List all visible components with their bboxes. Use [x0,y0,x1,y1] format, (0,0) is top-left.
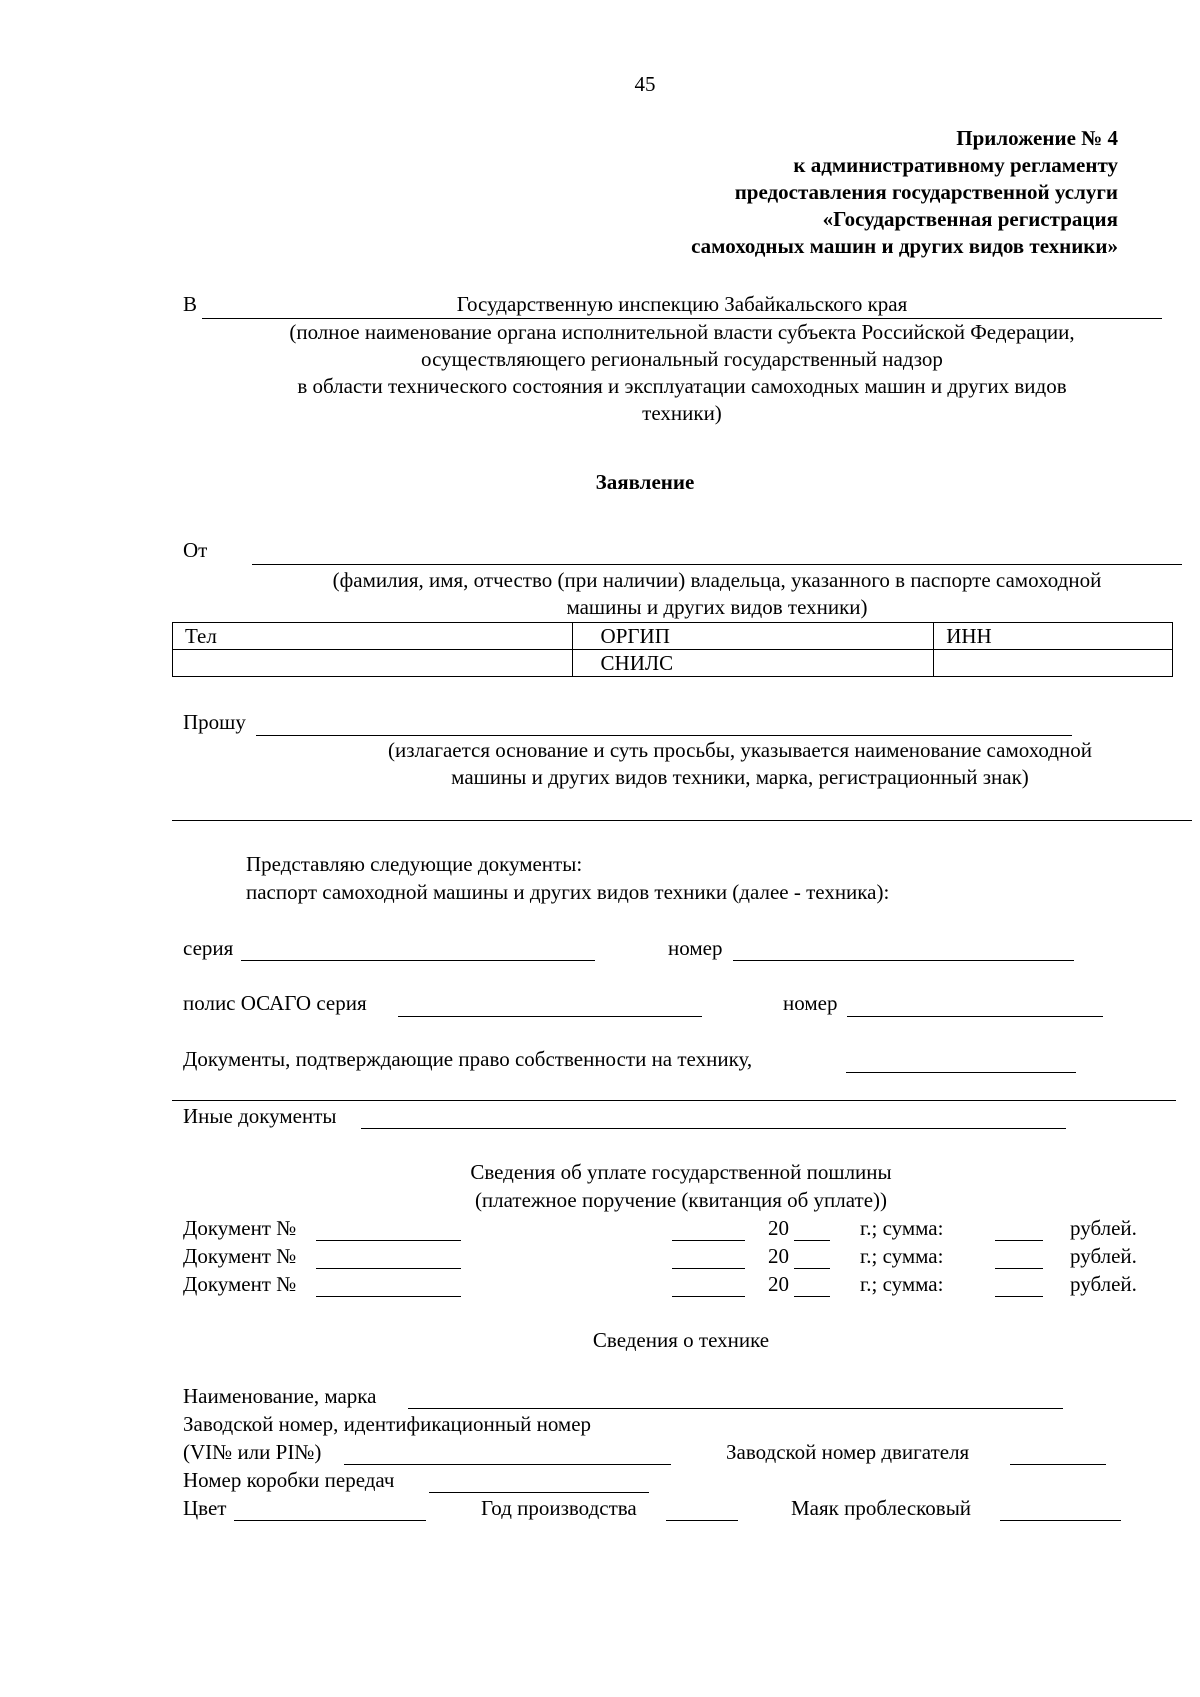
number-line[interactable] [733,960,1074,961]
payment-sum-line[interactable] [995,1296,1043,1297]
engine-number-label: Заводской номер двигателя [726,1440,970,1464]
request-hint-1: (излагается основание и суть просьбы, указывается наименование самоходной [388,738,1092,762]
payment-doc-label: Документ № [183,1216,297,1240]
payment-heading: Сведения об уплате государственной пошлины [470,1160,892,1184]
gearbox-number-label: Номер коробки передач [183,1468,395,1492]
ownership-label: Документы, подтверждающие право собственности на технику, [183,1047,753,1071]
other-documents-line[interactable] [361,1128,1066,1129]
phone-cell[interactable]: Тел [173,623,573,650]
inn-cell[interactable]: ИНН [934,623,1173,650]
addressee-hint-1: (полное наименование органа исполнительной власти субъекта Российской Федерации, [289,320,1075,344]
gearbox-number-line[interactable] [429,1492,649,1493]
appendix-line-4: «Государственная регистрация [822,207,1118,231]
payment-currency: рублей. [1070,1216,1137,1240]
beacon-line[interactable] [1000,1520,1121,1521]
payment-year-line[interactable] [794,1240,830,1241]
color-line[interactable] [234,1520,426,1521]
addressee-line [202,318,1162,319]
from-hint-1: (фамилия, имя, отчество (при наличии) владельца, указанного в паспорте самоходной [332,568,1102,592]
vehicle-name-label: Наименование, марка [183,1384,377,1408]
table-row [173,650,1173,677]
vehicle-heading: Сведения о технике [592,1328,770,1352]
payment-day-line[interactable] [672,1296,745,1297]
contacts-table [172,622,1173,677]
color-label: Цвет [183,1496,227,1520]
documents-intro: Представляю следующие документы: [246,852,583,876]
vehicle-vin-line[interactable] [344,1464,671,1465]
payment-sum-label: г.; сумма: [860,1272,944,1296]
addressee-hint-4: техники) [642,401,722,425]
passport-label: паспорт самоходной машины и других видов техники (далее - техника): [246,880,890,904]
appendix-line-5: самоходных машин и других видов техники» [691,234,1118,258]
payment-sum-line[interactable] [995,1268,1043,1269]
other-documents-label: Иные документы [183,1104,337,1128]
beacon-label: Маяк проблесковый [791,1496,972,1520]
osago-series-line[interactable] [398,1016,702,1017]
osago-series-label: полис ОСАГО серия [183,991,367,1015]
payment-doc-label: Документ № [183,1244,297,1268]
appendix-line-1: Приложение № 4 [956,126,1118,150]
payment-year-label: 20 [768,1272,789,1296]
payment-day-line[interactable] [672,1268,745,1269]
payment-doc-line[interactable] [316,1268,461,1269]
payment-currency: рублей. [1070,1272,1137,1296]
document-title: Заявление [595,470,695,494]
payment-doc-label: Документ № [183,1272,297,1296]
payment-year-label: 20 [768,1216,789,1240]
from-line[interactable] [252,564,1182,565]
ownership-line-2[interactable] [172,1100,1176,1101]
phone-value-cell[interactable] [173,650,573,677]
addressee-value: Государственную инспекцию Забайкальского края [456,292,908,316]
payment-sum-line[interactable] [995,1240,1043,1241]
snils-cell[interactable]: СНИЛС [572,650,934,677]
osago-number-line[interactable] [847,1016,1103,1017]
year-label: Год производства [481,1496,637,1520]
addressee-hint-3: в области технического состояния и эксплуатации самоходных машин и других видов [297,374,1067,398]
payment-sum-label: г.; сумма: [860,1244,944,1268]
payment-currency: рублей. [1070,1244,1137,1268]
payment-doc-line[interactable] [316,1296,461,1297]
number-label: номер [668,936,723,960]
orgip-cell[interactable]: ОРГИП [572,623,934,650]
page-number: 45 [634,72,656,96]
request-hint-2: машины и других видов техники, марка, регистрационный знак) [451,765,1029,789]
ownership-line[interactable] [846,1072,1076,1073]
payment-doc-line[interactable] [316,1240,461,1241]
addressee-hint-2: осуществляющего региональный государственный надзор [421,347,943,371]
appendix-line-3: предоставления государственной услуги [734,180,1118,204]
vehicle-serial-label: Заводской номер, идентификационный номер [183,1412,592,1436]
vehicle-vin-label: (VI№ или PI№) [183,1440,322,1464]
payment-year-line[interactable] [794,1268,830,1269]
request-line[interactable] [256,735,1072,736]
inn-value-cell[interactable] [934,650,1173,677]
from-label: От [183,538,208,562]
payment-subheading: (платежное поручение (квитанция об уплате)) [474,1188,888,1212]
year-line[interactable] [666,1520,738,1521]
from-hint-2: машины и других видов техники) [566,595,868,619]
payment-year-label: 20 [768,1244,789,1268]
series-label: серия [183,936,234,960]
table-row [173,623,1173,650]
vehicle-name-line[interactable] [408,1408,1063,1409]
appendix-line-2: к административному регламенту [793,153,1118,177]
payment-day-line[interactable] [672,1240,745,1241]
engine-number-line[interactable] [1010,1464,1106,1465]
addressee-prefix: В [183,292,198,316]
series-line[interactable] [241,960,595,961]
payment-sum-label: г.; сумма: [860,1216,944,1240]
request-label: Прошу [183,710,246,734]
osago-number-label: номер [783,991,838,1015]
request-line-2[interactable] [172,820,1192,821]
payment-year-line[interactable] [794,1296,830,1297]
